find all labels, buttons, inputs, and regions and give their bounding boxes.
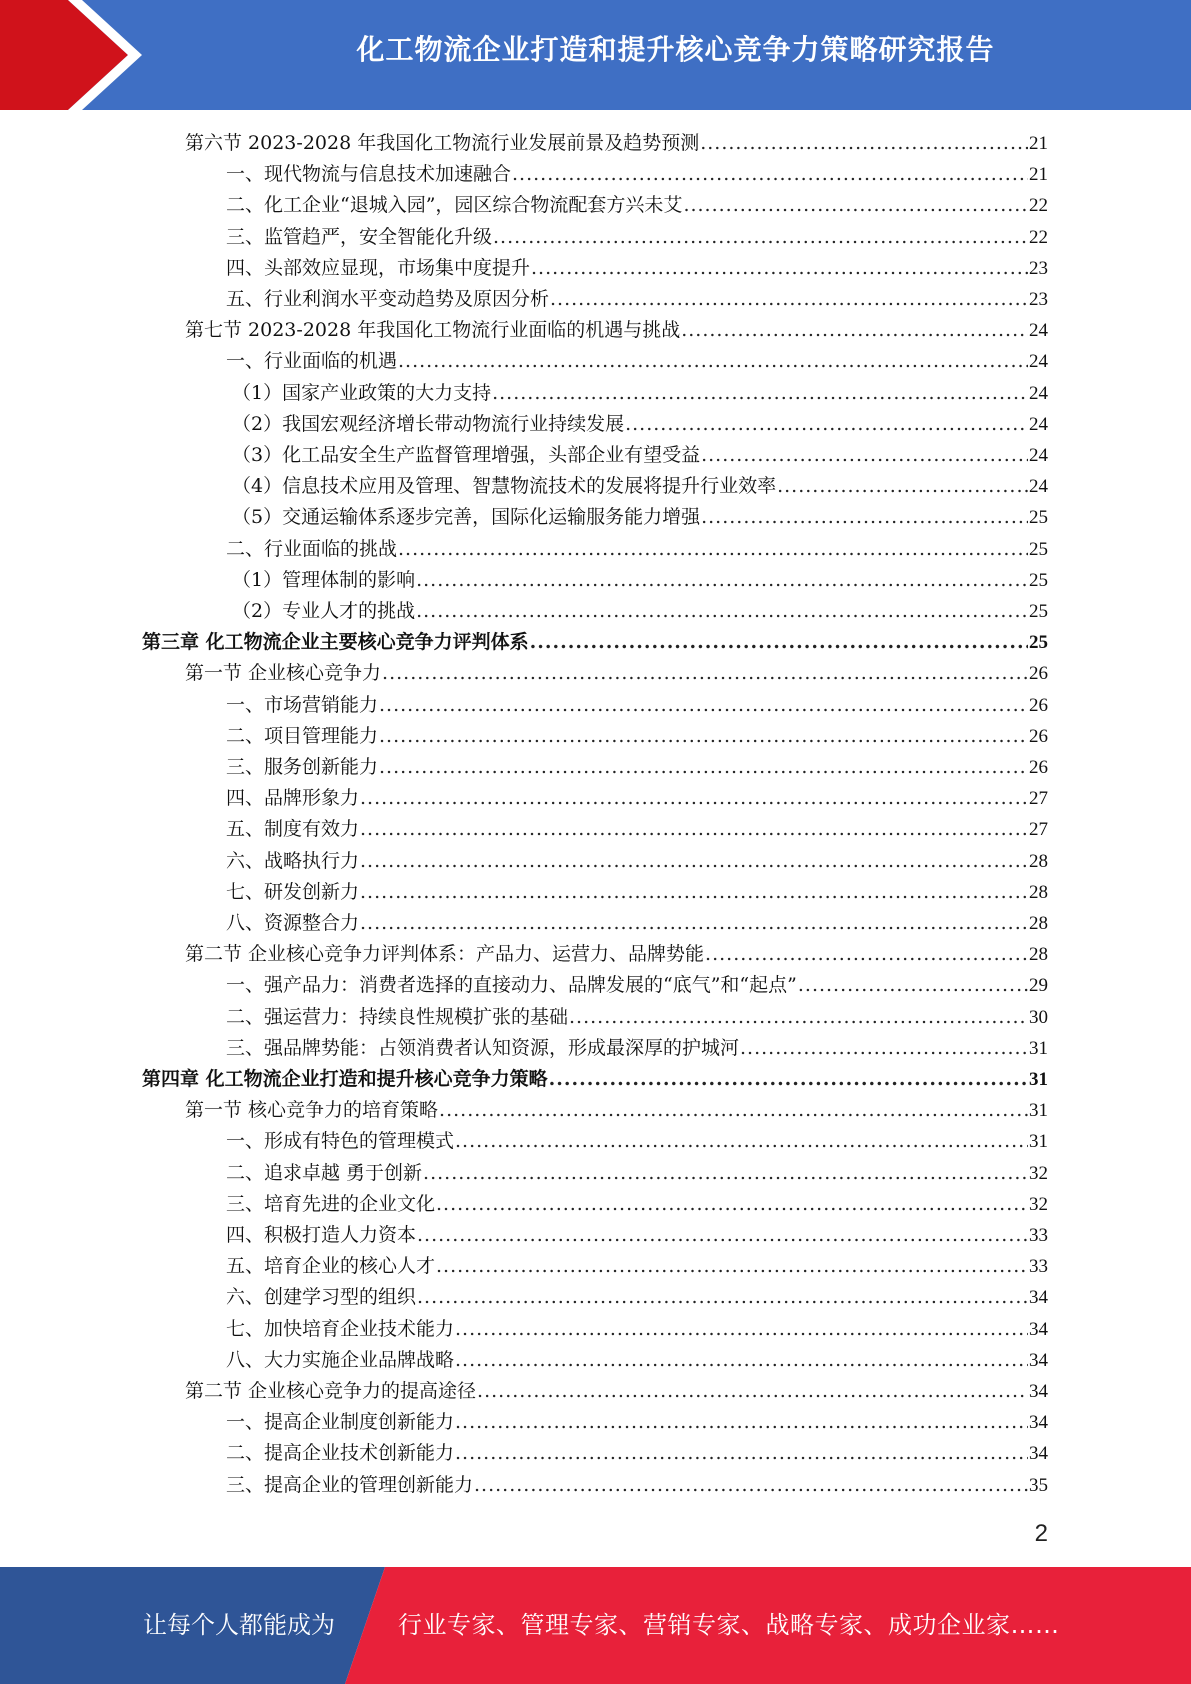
toc-entry-title: 第四章 化工物流企业打造和提升核心竞争力策略 bbox=[142, 1068, 548, 1090]
footer-slogan-right: 行业专家、管理专家、营销专家、战略专家、成功企业家…… bbox=[398, 1611, 1060, 1639]
toc-entry-title: 第一节 企业核心竞争力 bbox=[185, 662, 382, 685]
toc-entry-page: 34 bbox=[1029, 1412, 1048, 1434]
toc-entry-page: 25 bbox=[1029, 507, 1048, 529]
toc-dot-leader bbox=[798, 970, 1028, 1001]
toc-entry-title: （1）国家产业政策的大力支持 bbox=[232, 381, 492, 404]
toc-dot-leader bbox=[398, 346, 1028, 377]
report-title: 化工物流企业打造和提升核心竞争力策略研究报告 bbox=[356, 33, 995, 66]
toc-entry-page: 30 bbox=[1029, 1006, 1048, 1028]
toc-dot-leader bbox=[455, 1345, 1028, 1376]
toc-dot-leader bbox=[549, 1064, 1028, 1095]
toc-dot-leader bbox=[550, 284, 1028, 315]
toc-entry-title: 二、行业面临的挑战 bbox=[226, 537, 398, 560]
toc-subsection-entry[interactable] bbox=[226, 346, 1048, 377]
toc-entry-page: 28 bbox=[1029, 850, 1048, 872]
toc-entry-page: 31 bbox=[1029, 1069, 1048, 1090]
toc-entry-page: 25 bbox=[1029, 632, 1048, 654]
toc-subsection-entry[interactable] bbox=[226, 1033, 1048, 1064]
toc-subsection-entry[interactable] bbox=[226, 1251, 1048, 1282]
footer-slogan-left: 让每个人都能成为 bbox=[143, 1611, 335, 1639]
toc-entry-title: 三、服务创新能力 bbox=[226, 756, 379, 778]
toc-subsection-entry[interactable] bbox=[226, 1220, 1048, 1251]
toc-entry-title: 七、研发创新力 bbox=[226, 880, 360, 903]
toc-dot-leader bbox=[700, 128, 1028, 159]
toc-section-entry[interactable] bbox=[185, 939, 1048, 970]
toc-dot-leader bbox=[382, 658, 1028, 689]
toc-entry-title: 一、现代物流与信息技术加速融合 bbox=[226, 163, 512, 186]
toc-entry-page: 25 bbox=[1029, 569, 1048, 591]
toc-subsection-entry[interactable] bbox=[226, 222, 1048, 253]
toc-entry-title: 一、市场营销能力 bbox=[226, 693, 379, 716]
page-header bbox=[0, 0, 1191, 110]
toc-dot-leader bbox=[683, 190, 1028, 221]
toc-subsection-entry[interactable] bbox=[226, 159, 1048, 190]
toc-subsection-entry[interactable] bbox=[226, 1158, 1048, 1189]
toc-dot-leader bbox=[360, 783, 1028, 814]
toc-entry-page: 23 bbox=[1029, 257, 1048, 279]
toc-entry-page: 33 bbox=[1029, 1225, 1048, 1246]
toc-subsection-entry[interactable] bbox=[226, 284, 1048, 315]
toc-entry-page: 27 bbox=[1029, 788, 1048, 810]
toc-entry-title: 四、品牌形象力 bbox=[226, 787, 360, 810]
toc-entry-page: 32 bbox=[1029, 1162, 1048, 1184]
toc-entry-title: （1）管理体制的影响 bbox=[232, 568, 416, 591]
toc-dot-leader bbox=[360, 877, 1028, 908]
toc-dot-leader bbox=[379, 721, 1028, 752]
toc-entry-title: 第六节 2023-2028 年我国化工物流行业发展前景及趋势预测 bbox=[185, 132, 700, 154]
toc-entry-page: 26 bbox=[1029, 757, 1048, 778]
toc-dot-leader bbox=[701, 502, 1028, 533]
toc-entry-title: 一、强产品力：消费者选择的直接动力、品牌发展的“底气”和“起点” bbox=[226, 974, 797, 997]
toc-dot-leader bbox=[360, 908, 1028, 939]
toc-entry-page: 23 bbox=[1029, 289, 1048, 310]
page-footer bbox=[0, 1567, 1191, 1684]
toc-entry-page: 34 bbox=[1029, 1443, 1048, 1465]
toc-entry-page: 31 bbox=[1029, 1037, 1048, 1059]
toc-entry-page: 32 bbox=[1029, 1193, 1048, 1215]
toc-entry-title: 三、培育先进的企业文化 bbox=[226, 1192, 436, 1215]
toc-dot-leader bbox=[379, 690, 1028, 721]
toc-entry-title: 三、监管趋严，安全智能化升级 bbox=[226, 225, 493, 248]
toc-dot-leader bbox=[705, 939, 1028, 970]
toc-entry-page: 28 bbox=[1029, 881, 1048, 903]
toc-dot-leader bbox=[417, 1282, 1028, 1313]
toc-subsection-entry[interactable] bbox=[226, 253, 1048, 284]
toc-dot-leader bbox=[416, 596, 1028, 627]
toc-dot-leader bbox=[455, 1314, 1028, 1345]
toc-entry-page: 25 bbox=[1029, 538, 1048, 560]
toc-entry-title: 一、行业面临的机遇 bbox=[226, 350, 398, 373]
toc-entry-title: 四、头部效应显现，市场集中度提升 bbox=[226, 256, 531, 279]
toc-entry-title: 七、加快培育企业技术能力 bbox=[226, 1317, 455, 1340]
toc-entry-page: 24 bbox=[1029, 476, 1048, 498]
toc-entry-page: 24 bbox=[1029, 351, 1048, 373]
toc-entry-page: 34 bbox=[1029, 1349, 1048, 1371]
toc-entry-title: 一、提高企业制度创新能力 bbox=[226, 1411, 455, 1434]
toc-subsection-entry[interactable] bbox=[232, 565, 1048, 596]
toc-subsection-entry[interactable] bbox=[226, 1470, 1048, 1501]
toc-entry-page: 26 bbox=[1029, 694, 1048, 716]
page-number: 2 bbox=[1034, 1520, 1048, 1547]
toc-entry-title: 五、培育企业的核心人才 bbox=[226, 1255, 436, 1278]
toc-subsection-entry[interactable] bbox=[232, 596, 1048, 627]
toc-dot-leader bbox=[701, 440, 1028, 471]
toc-subsection-entry[interactable] bbox=[226, 534, 1048, 565]
toc-subsection-entry[interactable] bbox=[226, 1438, 1048, 1469]
toc-entry-page: 33 bbox=[1029, 1256, 1048, 1278]
toc-entry-page: 26 bbox=[1029, 725, 1048, 747]
toc-dot-leader bbox=[360, 814, 1028, 845]
toc-dot-leader bbox=[477, 1376, 1028, 1407]
toc-section-entry[interactable] bbox=[185, 1095, 1048, 1126]
toc-dot-leader bbox=[417, 1220, 1028, 1251]
toc-subsection-entry[interactable] bbox=[226, 1314, 1048, 1345]
toc-entry-page: 34 bbox=[1029, 1287, 1048, 1309]
toc-dot-leader bbox=[569, 1002, 1028, 1033]
toc-subsection-entry[interactable] bbox=[226, 814, 1048, 845]
toc-entry-page: 28 bbox=[1029, 913, 1048, 934]
toc-subsection-entry[interactable] bbox=[232, 440, 1048, 471]
toc-entry-title: （3）化工品安全生产监督管理增强，头部企业有望受益 bbox=[232, 444, 701, 466]
toc-entry-page: 28 bbox=[1029, 944, 1048, 966]
toc-dot-leader bbox=[416, 565, 1028, 596]
toc-entry-page: 25 bbox=[1029, 601, 1048, 622]
toc-subsection-entry[interactable] bbox=[232, 409, 1048, 440]
toc-entry-title: 第七节 2023-2028 年我国化工物流行业面临的机遇与挑战 bbox=[185, 319, 681, 342]
toc-section-entry[interactable] bbox=[185, 1376, 1048, 1407]
toc-subsection-entry[interactable] bbox=[226, 690, 1048, 721]
toc-chapter-entry[interactable] bbox=[142, 1064, 1048, 1095]
toc-entry-title: 二、提高企业技术创新能力 bbox=[226, 1442, 455, 1465]
toc-dot-leader bbox=[436, 1251, 1028, 1282]
toc-entry-title: 一、形成有特色的管理模式 bbox=[226, 1130, 455, 1153]
toc-entry-title: （4）信息技术应用及管理、智慧物流技术的发展将提升行业效率 bbox=[232, 475, 777, 498]
toc-entry-page: 24 bbox=[1029, 445, 1048, 466]
toc-entry-title: 四、积极打造人力资本 bbox=[226, 1224, 417, 1246]
toc-entry-title: （2）专业人才的挑战 bbox=[232, 600, 416, 622]
toc-entry-title: 二、追求卓越 勇于创新 bbox=[226, 1161, 423, 1184]
toc-entry-title: 二、化工企业“退城入园”，园区综合物流配套方兴未艾 bbox=[226, 194, 683, 217]
toc-entry-page: 24 bbox=[1029, 413, 1048, 435]
toc-dot-leader bbox=[455, 1126, 1028, 1157]
toc-subsection-entry[interactable] bbox=[226, 752, 1048, 783]
toc-dot-leader bbox=[493, 222, 1028, 253]
toc-entry-page: 24 bbox=[1029, 382, 1048, 404]
toc-entry-title: 八、大力实施企业品牌战略 bbox=[226, 1348, 455, 1371]
toc-entry-page: 31 bbox=[1029, 1131, 1048, 1153]
toc-dot-leader bbox=[439, 1095, 1028, 1126]
toc-entry-page: 34 bbox=[1029, 1318, 1048, 1340]
toc-subsection-entry[interactable] bbox=[226, 721, 1048, 752]
toc-entry-page: 21 bbox=[1029, 133, 1048, 154]
toc-entry-title: 二、项目管理能力 bbox=[226, 724, 379, 747]
toc-entry-title: （2）我国宏观经济增长带动物流行业持续发展 bbox=[232, 412, 625, 435]
toc-dot-leader bbox=[398, 534, 1028, 565]
toc-entry-page: 26 bbox=[1029, 663, 1048, 685]
toc-dot-leader bbox=[530, 627, 1028, 658]
toc-dot-leader bbox=[360, 846, 1028, 877]
toc-dot-leader bbox=[455, 1438, 1028, 1469]
toc-dot-leader bbox=[531, 253, 1028, 284]
toc-subsection-entry[interactable] bbox=[232, 502, 1048, 533]
toc-subsection-entry[interactable] bbox=[226, 1407, 1048, 1438]
toc-subsection-entry[interactable] bbox=[226, 1002, 1048, 1033]
toc-dot-leader bbox=[423, 1158, 1028, 1189]
toc-dot-leader bbox=[625, 409, 1028, 440]
toc-dot-leader bbox=[681, 315, 1028, 346]
toc-subsection-entry[interactable] bbox=[226, 846, 1048, 877]
toc-subsection-entry[interactable] bbox=[226, 783, 1048, 814]
toc-entry-page: 35 bbox=[1029, 1474, 1048, 1496]
toc-subsection-entry[interactable] bbox=[232, 471, 1048, 502]
toc-entry-title: 八、资源整合力 bbox=[226, 912, 360, 934]
toc-dot-leader bbox=[455, 1407, 1028, 1438]
toc-dot-leader bbox=[777, 471, 1028, 502]
toc-subsection-entry[interactable] bbox=[226, 1189, 1048, 1220]
toc-subsection-entry[interactable] bbox=[226, 1282, 1048, 1313]
toc-entry-title: 五、制度有效力 bbox=[226, 818, 360, 841]
toc-dot-leader bbox=[474, 1470, 1028, 1501]
toc-subsection-entry[interactable] bbox=[226, 1126, 1048, 1157]
toc-dot-leader bbox=[436, 1189, 1028, 1220]
toc-subsection-entry[interactable] bbox=[232, 378, 1048, 409]
toc-entry-title: 第三章 化工物流企业主要核心竞争力评判体系 bbox=[142, 631, 529, 654]
toc-entry-page: 22 bbox=[1029, 226, 1048, 248]
toc-section-entry[interactable] bbox=[185, 128, 1048, 159]
toc-entry-title: 三、强品牌势能：占领消费者认知资源，形成最深厚的护城河 bbox=[226, 1036, 740, 1059]
toc-chapter-entry[interactable] bbox=[142, 627, 1048, 658]
toc-entry-page: 22 bbox=[1029, 195, 1048, 217]
toc-entry-title: 二、强运营力：持续良性规模扩张的基础 bbox=[226, 1005, 569, 1028]
toc-entry-title: 五、行业利润水平变动趋势及原因分析 bbox=[226, 288, 550, 310]
toc-subsection-entry[interactable] bbox=[226, 970, 1048, 1001]
toc-entry-page: 31 bbox=[1029, 1100, 1048, 1122]
toc-dot-leader bbox=[740, 1033, 1028, 1064]
toc-subsection-entry[interactable] bbox=[226, 190, 1048, 221]
toc-entry-title: 六、创建学习型的组织 bbox=[226, 1286, 417, 1309]
toc-subsection-entry[interactable] bbox=[226, 908, 1048, 939]
toc-subsection-entry[interactable] bbox=[226, 1345, 1048, 1376]
toc-entry-page: 34 bbox=[1029, 1381, 1048, 1402]
toc-entry-title: 三、提高企业的管理创新能力 bbox=[226, 1473, 474, 1496]
toc-entry-page: 21 bbox=[1029, 164, 1048, 186]
toc-dot-leader bbox=[492, 378, 1028, 409]
toc-entry-title: 第二节 企业核心竞争力评判体系：产品力、运营力、品牌势能 bbox=[185, 943, 705, 966]
toc-entry-page: 29 bbox=[1029, 975, 1048, 997]
toc-section-entry[interactable] bbox=[185, 658, 1048, 689]
toc-entry-title: 第一节 核心竞争力的培育策略 bbox=[185, 1099, 439, 1122]
toc-dot-leader bbox=[379, 752, 1028, 783]
toc-entry-title: 第二节 企业核心竞争力的提高途径 bbox=[185, 1380, 477, 1402]
toc-entry-page: 24 bbox=[1029, 320, 1048, 342]
toc-entry-title: （5）交通运输体系逐步完善，国际化运输服务能力增强 bbox=[232, 506, 701, 529]
toc-section-entry[interactable] bbox=[185, 315, 1048, 346]
toc-dot-leader bbox=[512, 159, 1028, 190]
toc-entry-title: 六、战略执行力 bbox=[226, 849, 360, 872]
toc-subsection-entry[interactable] bbox=[226, 877, 1048, 908]
toc-entry-page: 27 bbox=[1029, 819, 1048, 841]
